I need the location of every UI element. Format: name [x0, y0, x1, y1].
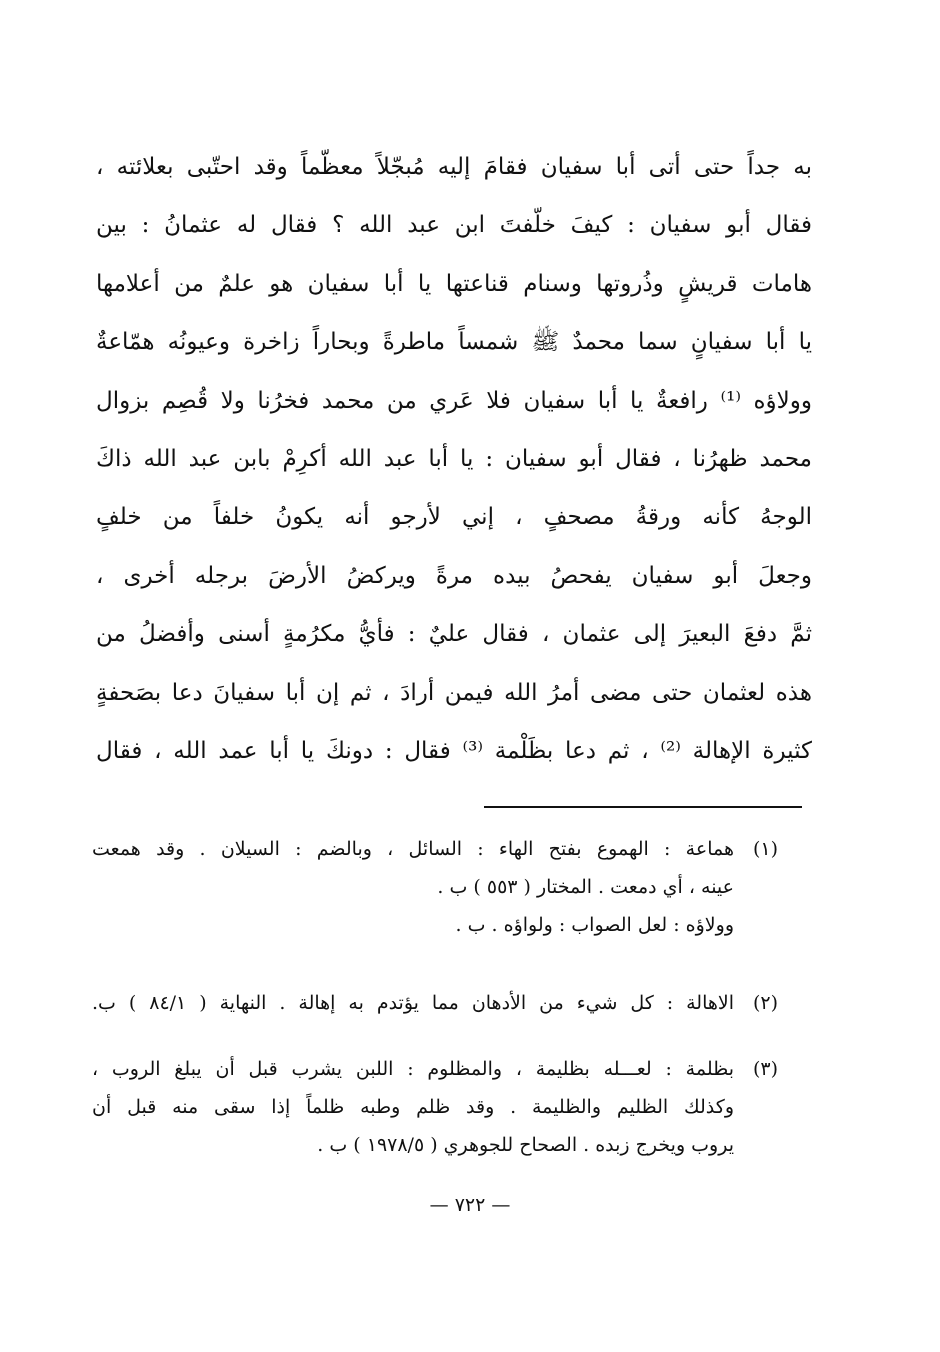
footnote-1 — [92, 830, 778, 944]
text-line: وولاؤه ⁽¹⁾ رافعةٌ يا أبا سفيان فلا عَري من محمد فخرُنا ولا قُصِم بزوال — [96, 387, 812, 414]
text-line: يا أبا سفيانٍ سما محمدٌ ﷺ شمساً ماطرةً وبحاراً زاخرة وعيونُه همّاعةٌ — [96, 329, 812, 356]
footnote-number: (١) — [752, 838, 778, 860]
text-line: محمد ظهرُنا ، فقال أبو سفيان : يا أبا عبد الله أكرِمْ بابن عبد الله ذاكَ — [96, 445, 812, 472]
text-line: فقال أبو سفيان : كيفَ خلّفتَ ابن عبد الله ؟ فقال له عثمانُ : بين — [96, 212, 812, 239]
text-line: ثمَّ دفعَ البعيرَ إلى عثمان ، فقال عليٌ : فأيُّ مكرُمةٍ أسنى وأفضلُ من — [96, 621, 812, 648]
footnote-number: (٣) — [752, 1058, 778, 1080]
footnote-text: هماعة : الهموع بفتح الهاء : السائل ، وبالضم : السيلان . وقد همعت — [92, 838, 734, 860]
footnote-line: يروب ويخرج زبده . الصحاح للجوهري ( ١٩٧٨/٥ ) ب . — [317, 1134, 734, 1156]
footnote-text: بظلمة : لعـــله بظليمة ، والمظلوم : اللبن يشرب قبل أن يبلغ الروب ، — [92, 1058, 734, 1080]
footnote-number: (٢) — [752, 992, 778, 1014]
text-line: الوجهُ كأنه ورقةُ مصحفٍ ، إني لأرجو أنه يكونُ خلفاً من خلفٍ — [96, 504, 812, 531]
footnote-3 — [92, 1050, 778, 1164]
footnote-line — [92, 1050, 778, 1088]
footnote-line: وكذلك الظليم والظليمة . وقد ظلم وطبه ظلماً إذا سقى منه قبل أن — [92, 1096, 734, 1118]
text-line: كثيرة الإهالة ⁽²⁾ ، ثم دعا بظَلْمة ⁽³⁾ فقال : دونكَ يا أبا عمد الله ، فقال — [96, 737, 812, 764]
footnote-line: وولاؤه : لعل الصواب : ولواؤه . ب . — [455, 914, 734, 936]
footnote-line — [92, 830, 778, 868]
footnote-line: عينه ، أي دمعت . المختار ( ٥٥٣ ) ب . — [437, 876, 734, 898]
text-line: هامات قريشٍ وذُروتها وسنام قناعتها يا أبا سفيان هو علمٌ من أعلامها — [96, 270, 812, 297]
text-line: هذه لعثمان حتى مضى أمرُ الله فيمن أرادَ ، ثم إن أبا سفيانَ دعا بصَحفةٍ — [96, 679, 812, 706]
main-text — [96, 138, 812, 780]
text-line: وجعلَ أبو سفيان يفحصُ بيده مرةً ويركضُ الأرضَ برجله أخرى ، — [96, 562, 812, 589]
footnote-line — [92, 984, 778, 1022]
page-number: — ٧٢٢ — — [429, 1194, 511, 1216]
footnote-2 — [92, 984, 778, 1022]
footnote-separator — [484, 806, 802, 808]
footnote-text: الاهالة : كل شيء من الأدهان مما يؤتدم به إهالة . النهاية ( ٨٤/١ ) ب. — [92, 992, 734, 1014]
text-line: به جداً حتى أتى أبا سفيان فقامَ إليه مُبجّلاً معظّماً وقد احتّبى بعلائته ، — [96, 154, 812, 180]
